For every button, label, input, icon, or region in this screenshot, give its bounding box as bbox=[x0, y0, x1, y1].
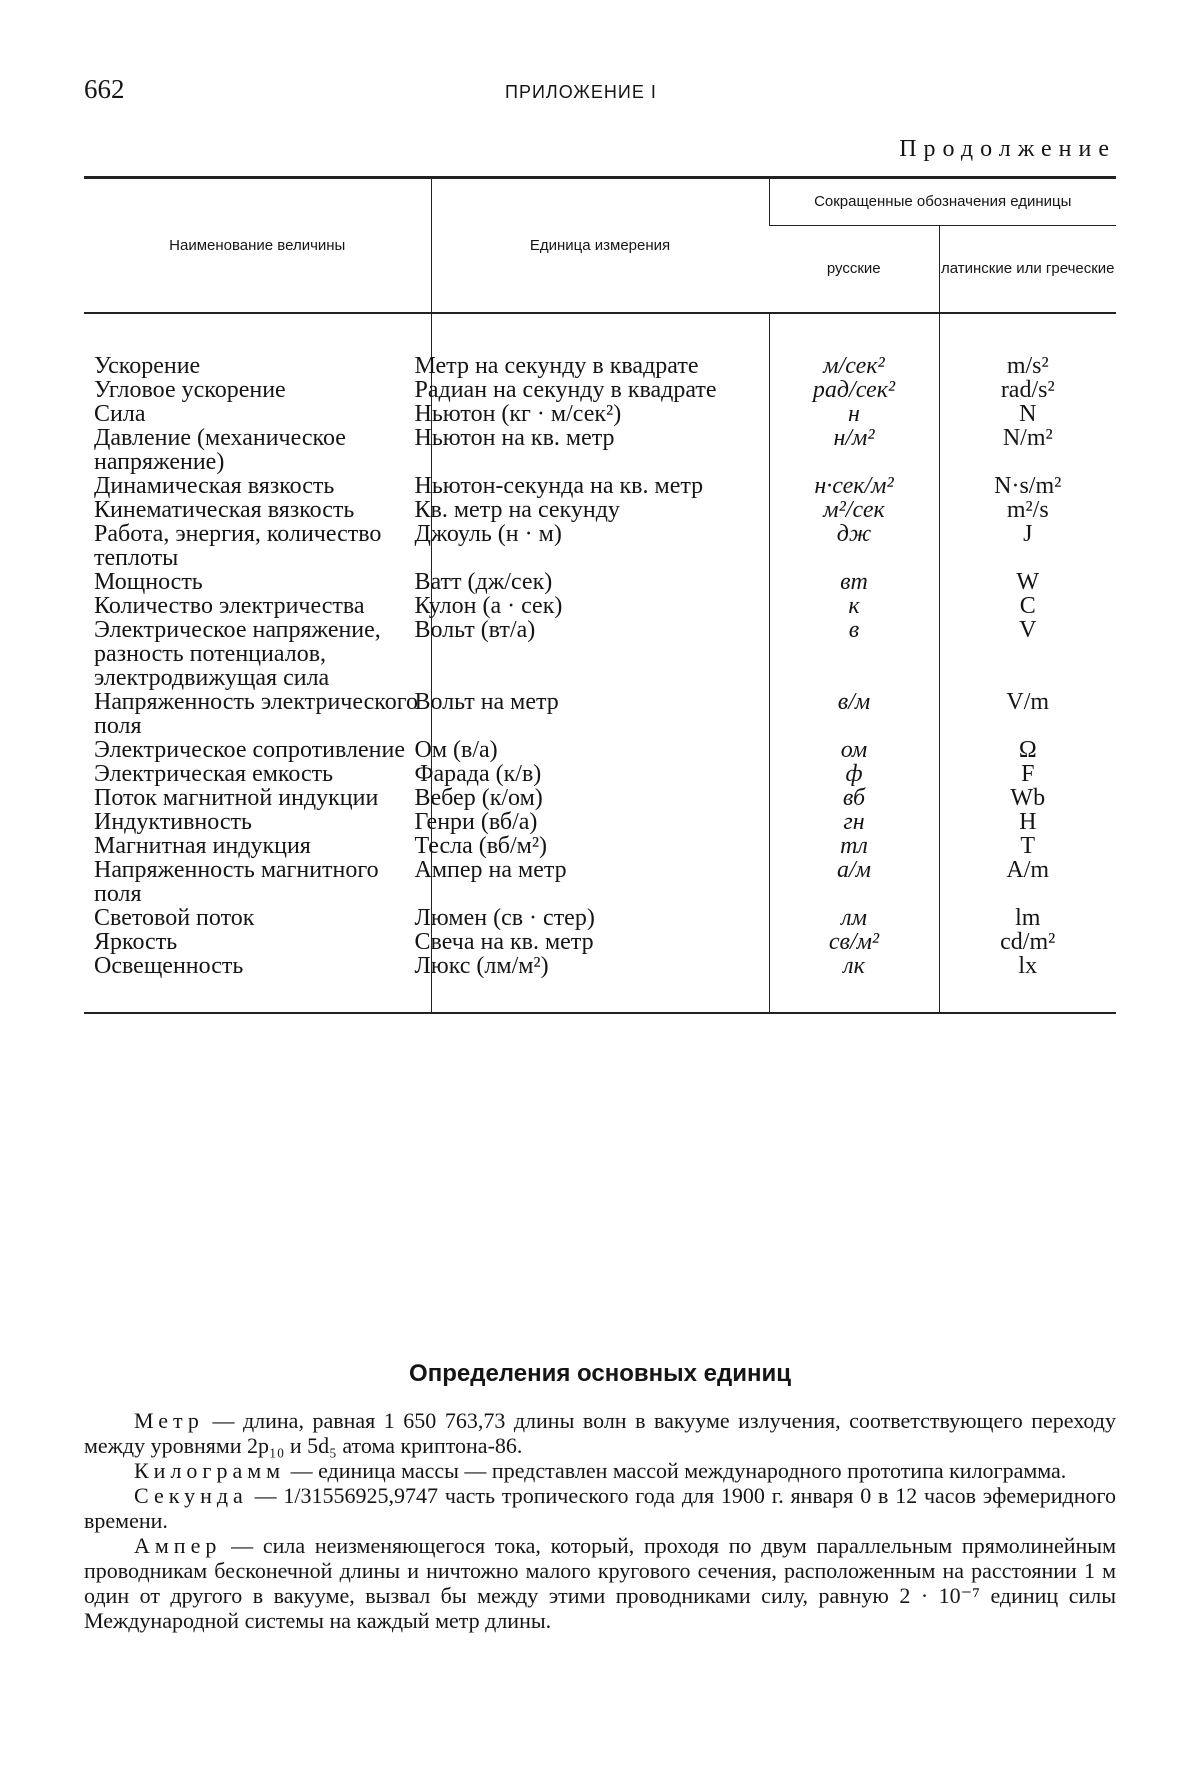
russian-abbr-cell: вт bbox=[769, 570, 939, 594]
russian-abbr-cell: рад/сек² bbox=[769, 378, 939, 402]
latin-abbr-cell: N bbox=[939, 402, 1116, 426]
unit-name-cell: Ньютон на кв. метр bbox=[431, 426, 769, 474]
russian-abbr-cell: вб bbox=[769, 786, 939, 810]
latin-abbr-cell: Ω bbox=[939, 738, 1116, 762]
russian-abbr-cell: св/м² bbox=[769, 930, 939, 954]
definitions-list bbox=[84, 1408, 1116, 1633]
definition-text: — 1/31556925,9747 часть тропического года для 1900 г. января 0 в 12 часов эфемеридного времени. bbox=[84, 1483, 1116, 1533]
quantity-name-cell: Электрическое сопротивление bbox=[94, 737, 405, 763]
table-row bbox=[84, 474, 1116, 498]
quantity-name-cell: Давление (механическое напряжение) bbox=[94, 425, 346, 475]
definition-paragraph bbox=[84, 1533, 1116, 1633]
unit-name-cell: Ватт (дж/сек) bbox=[431, 570, 769, 594]
quantity-name-cell: Мощность bbox=[94, 569, 203, 595]
latin-abbr-cell: Wb bbox=[939, 786, 1116, 810]
table-row bbox=[84, 570, 1116, 594]
quantity-name-cell: Поток магнитной индукции bbox=[94, 785, 379, 811]
quantity-name-cell: Работа, энергия, количество теплоты bbox=[94, 521, 382, 571]
russian-abbr-cell: н bbox=[769, 402, 939, 426]
unit-name-cell: Кв. метр на секунду bbox=[431, 498, 769, 522]
header-unit: Единица измерения bbox=[431, 178, 769, 314]
unit-name-cell: Джоуль (н · м) bbox=[431, 522, 769, 570]
quantity-name-cell: Угловое ускорение bbox=[94, 377, 286, 403]
russian-abbr-cell: м/сек² bbox=[769, 354, 939, 378]
latin-abbr-cell: T bbox=[939, 834, 1116, 858]
latin-abbr-cell: m/s² bbox=[939, 354, 1116, 378]
russian-abbr-cell: в bbox=[769, 618, 939, 690]
latin-abbr-cell: V/m bbox=[939, 690, 1116, 738]
unit-name-cell: Вольт (вт/а) bbox=[431, 618, 769, 690]
table-row bbox=[84, 618, 1116, 690]
definition-paragraph bbox=[84, 1483, 1116, 1533]
russian-abbr-cell: дж bbox=[769, 522, 939, 570]
latin-abbr-cell: lm bbox=[939, 906, 1116, 930]
definition-text: — единица массы — представлен массой международного прототипа килограмма. bbox=[285, 1458, 1067, 1483]
definition-term: Ампер bbox=[134, 1533, 222, 1558]
latin-abbr-cell: N·s/m² bbox=[939, 474, 1116, 498]
table-row bbox=[84, 378, 1116, 402]
unit-name-cell: Люкс (лм/м²) bbox=[431, 954, 769, 978]
latin-abbr-cell: cd/m² bbox=[939, 930, 1116, 954]
latin-abbr-cell: N/m² bbox=[939, 426, 1116, 474]
russian-abbr-cell: лм bbox=[769, 906, 939, 930]
unit-name-cell: Ньютон-секунда на кв. метр bbox=[431, 474, 769, 498]
russian-abbr-cell: ом bbox=[769, 738, 939, 762]
table-row bbox=[84, 930, 1116, 954]
quantity-name-cell: Электрическая емкость bbox=[94, 761, 334, 787]
page-number: 662 bbox=[84, 74, 125, 104]
unit-name-cell: Тесла (вб/м²) bbox=[431, 834, 769, 858]
quantity-name-cell: Электрическое напряжение, разность потенциалов, электродвижущая сила bbox=[94, 617, 381, 691]
russian-abbr-cell: н·сек/м² bbox=[769, 474, 939, 498]
definition-paragraph bbox=[84, 1458, 1116, 1483]
unit-name-cell: Кулон (а · сек) bbox=[431, 594, 769, 618]
quantity-name-cell: Сила bbox=[94, 401, 146, 427]
continuation-label: Продолжение bbox=[899, 136, 1116, 162]
quantity-name-cell: Напряженность электрического поля bbox=[94, 689, 418, 739]
russian-abbr-cell: м²/сек bbox=[769, 498, 939, 522]
definition-text: — сила неизменяющегося тока, который, проходя по двум параллельным прямолинейным проводникам бесконечной длины и ничтожно малого кругового сечения, расположенным на расстоянии 1 м один от другого в вакууме, вызвал бы между этими проводниками силу, равную 2 · 10⁻⁷ единиц силы Международной системы на каждый метр длины. bbox=[84, 1533, 1116, 1633]
russian-abbr-cell: к bbox=[769, 594, 939, 618]
table-row bbox=[84, 354, 1116, 378]
quantity-name-cell: Количество электричества bbox=[94, 593, 365, 619]
table-row bbox=[84, 522, 1116, 570]
definition-term: Килограмм bbox=[134, 1458, 286, 1483]
unit-name-cell: Свеча на кв. метр bbox=[431, 930, 769, 954]
definitions-title: Определения основных единиц bbox=[409, 1360, 791, 1387]
header-abbreviations: Сокращенные обозначения единицы bbox=[769, 178, 1116, 226]
unit-name-cell: Вебер (к/ом) bbox=[431, 786, 769, 810]
unit-name-cell: Фарада (к/в) bbox=[431, 762, 769, 786]
latin-abbr-cell: rad/s² bbox=[939, 378, 1116, 402]
unit-name-cell: Люмен (св · стер) bbox=[431, 906, 769, 930]
table-row bbox=[84, 858, 1116, 906]
header-russian: русские bbox=[826, 260, 881, 277]
table-row bbox=[84, 762, 1116, 786]
unit-name-cell: Ампер на метр bbox=[431, 858, 769, 906]
units-table bbox=[84, 176, 1116, 1014]
table-row bbox=[84, 954, 1116, 978]
table-row bbox=[84, 906, 1116, 930]
latin-abbr-cell: W bbox=[939, 570, 1116, 594]
table-header bbox=[84, 178, 1116, 314]
header-latin: латинские или греческие bbox=[939, 226, 1116, 314]
quantity-name-cell: Динамическая вязкость bbox=[94, 473, 335, 499]
latin-abbr-cell: C bbox=[939, 594, 1116, 618]
unit-name-cell: Ом (в/а) bbox=[431, 738, 769, 762]
quantity-name-cell: Магнитная индукция bbox=[94, 833, 311, 859]
unit-name-cell: Вольт на метр bbox=[431, 690, 769, 738]
russian-abbr-cell: н/м² bbox=[769, 426, 939, 474]
russian-abbr-cell: а/м bbox=[769, 858, 939, 906]
definition-text: — длина, равная 1 650 763,73 длины волн в вакууме излучения, соответствующего переходу между уровнями 2p₁₀ и 5d₅ атома криптона-86. bbox=[84, 1408, 1116, 1458]
quantity-name-cell: Индуктивность bbox=[94, 809, 252, 835]
definition-term: Секунда bbox=[134, 1483, 248, 1508]
quantity-name-cell: Ускорение bbox=[94, 353, 201, 379]
quantity-name-cell: Яркость bbox=[94, 929, 178, 955]
quantity-name-cell: Напряженность магнитного поля bbox=[94, 857, 379, 907]
latin-abbr-cell: m²/s bbox=[939, 498, 1116, 522]
unit-name-cell: Ньютон (кг · м/сек²) bbox=[431, 402, 769, 426]
table-row bbox=[84, 498, 1116, 522]
quantity-name-cell: Световой поток bbox=[94, 905, 255, 931]
latin-abbr-cell: J bbox=[939, 522, 1116, 570]
header-quantity-name: Наименование величины bbox=[169, 236, 346, 254]
table-body bbox=[84, 313, 1116, 1013]
table-row bbox=[84, 810, 1116, 834]
latin-abbr-cell: A/m bbox=[939, 858, 1116, 906]
table-row bbox=[84, 834, 1116, 858]
latin-abbr-cell: V bbox=[939, 618, 1116, 690]
running-head: ПРИЛОЖЕНИЕ I bbox=[505, 82, 657, 102]
table-row bbox=[84, 426, 1116, 474]
latin-abbr-cell: H bbox=[939, 810, 1116, 834]
russian-abbr-cell: гн bbox=[769, 810, 939, 834]
definition-paragraph bbox=[84, 1408, 1116, 1458]
russian-abbr-cell: ф bbox=[769, 762, 939, 786]
definition-term: Метр bbox=[134, 1408, 204, 1433]
unit-name-cell: Генри (вб/а) bbox=[431, 810, 769, 834]
latin-abbr-cell: F bbox=[939, 762, 1116, 786]
russian-abbr-cell: лк bbox=[769, 954, 939, 978]
unit-name-cell: Радиан на секунду в квадрате bbox=[431, 378, 769, 402]
russian-abbr-cell: тл bbox=[769, 834, 939, 858]
unit-name-cell: Метр на секунду в квадрате bbox=[431, 354, 769, 378]
latin-abbr-cell: lx bbox=[939, 954, 1116, 978]
quantity-name-cell: Кинематическая вязкость bbox=[94, 497, 355, 523]
quantity-name-cell: Освещенность bbox=[94, 953, 244, 979]
table-row bbox=[84, 786, 1116, 810]
table-row bbox=[84, 594, 1116, 618]
table-row bbox=[84, 738, 1116, 762]
table-row bbox=[84, 402, 1116, 426]
russian-abbr-cell: в/м bbox=[769, 690, 939, 738]
table-row bbox=[84, 690, 1116, 738]
